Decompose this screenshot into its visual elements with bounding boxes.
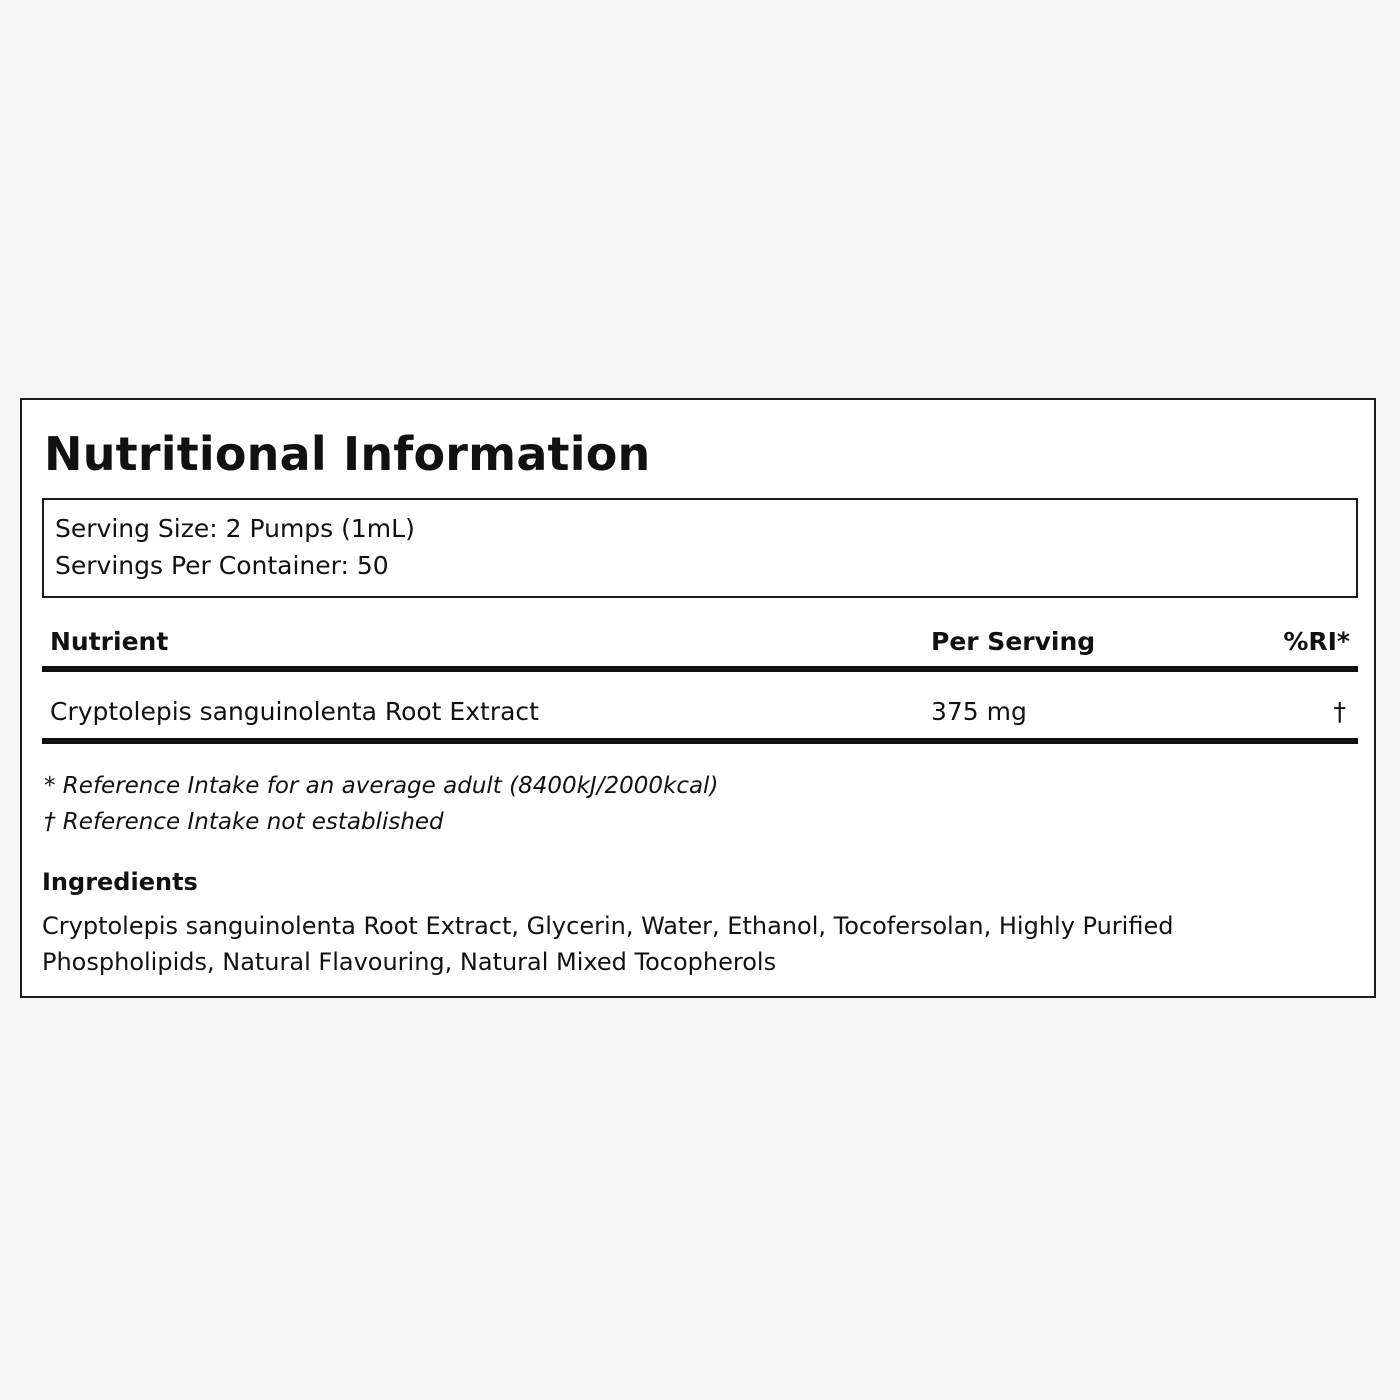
nutrient-amount: 375 mg (931, 697, 1027, 726)
header-nutrient: Nutrient (50, 627, 169, 656)
table-bottom-divider (42, 738, 1358, 744)
nutrient-name: Cryptolepis sanguinolenta Root Extract (50, 697, 539, 726)
ingredients-text: Cryptolepis sanguinolenta Root Extract, Glycerin, Water, Ethanol, Tocofersolan, Highly Purified Phospholipids, Natural Flavouring, Natural Mixed Tocopherols (42, 912, 1174, 976)
ingredients-title: Ingredients (42, 868, 198, 896)
serving-info-box (42, 498, 1358, 598)
table-header-row (42, 622, 1358, 666)
footnotes (44, 768, 718, 840)
nutrient-ri: † (1333, 697, 1346, 726)
header-per-serving: Per Serving (931, 627, 1096, 656)
serving-size: Serving Size: 2 Pumps (1mL) (55, 514, 415, 543)
footnote-reference-intake: * Reference Intake for an average adult (8400kJ/2000kcal) (44, 773, 719, 799)
header-divider (42, 666, 1358, 672)
footnote-not-established: † Reference Intake not established (44, 809, 444, 835)
header-ri: %RI* (1283, 627, 1350, 656)
panel-title: Nutritional Information (44, 427, 651, 481)
table-row (42, 692, 1358, 732)
servings-per-container: Servings Per Container: 50 (55, 551, 389, 580)
nutrition-panel (20, 398, 1376, 998)
